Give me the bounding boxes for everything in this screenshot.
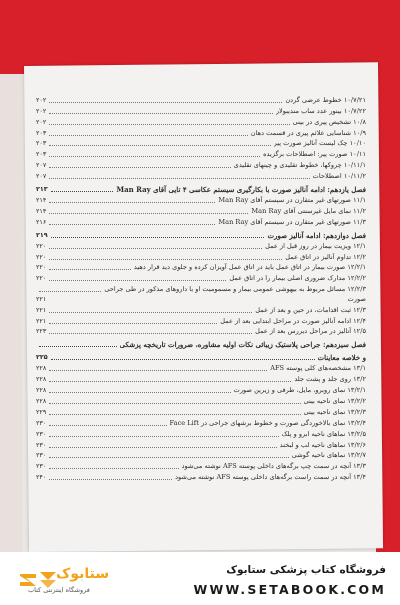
toc-entry-label: ۱۱/۳ صورتهای غير متقارن در سيستم آقای Man Ray — [218, 217, 366, 226]
toc-dot-leader — [49, 269, 131, 270]
toc-row — [36, 262, 366, 273]
toc-row — [36, 384, 366, 395]
toc-row — [36, 417, 366, 428]
toc-entry-label: ۱۰/۹ شناسایی علائم پيری در قسمت دهان — [250, 128, 366, 137]
toc-dot-leader — [49, 224, 215, 225]
toc-row — [36, 148, 366, 159]
toc-dot-leader — [49, 280, 226, 281]
toc-row — [36, 395, 366, 406]
toc-entry-label: ۱۲/۲/۱ صورت بيمار در اتاق عمل بايد در اتاق عمل آويزان کرده و جلوی ديد قرار دهيد — [133, 263, 366, 272]
toc-dot-leader — [49, 156, 260, 157]
toc-entry-label: ۱۰/۷/۲۱ خطوط عرضی گردن — [285, 95, 366, 104]
toc-page-number: ۲۲۵ — [36, 353, 48, 362]
toc-entry-label: ۱۱/۲ نمای مايل غيرسنتی آقای Man Ray — [251, 206, 366, 215]
toc-dot-leader — [49, 312, 252, 313]
toc-dot-leader — [49, 167, 230, 168]
toc-row — [36, 105, 366, 116]
toc-row — [36, 450, 366, 461]
toc-dot-leader — [49, 436, 278, 437]
toc-page-number: ۲۰۲ — [36, 95, 47, 104]
toc-row — [36, 471, 366, 482]
toc-page-number: ۲۰۷ — [36, 172, 47, 181]
toc-entry-label: فصل سيزدهم: جراحی پلاستيک زيبائی نكات اوليه مشاوره، ضرورات تاريخچه پزشكی — [119, 340, 366, 350]
toc-page-number: ۲۱۴ — [36, 196, 47, 205]
toc-row — [36, 304, 366, 315]
toc-row — [36, 406, 366, 417]
toc-page-number: ۲۳۰ — [36, 451, 47, 460]
toc-page-number: ۲۰۲ — [36, 117, 47, 126]
toc-dot-leader — [49, 370, 267, 371]
toc-dot-leader — [49, 403, 300, 404]
toc-row — [36, 460, 366, 471]
toc-dot-leader — [49, 113, 273, 114]
toc-row — [36, 216, 366, 227]
toc-chapter-row — [36, 227, 366, 240]
toc-entry-label: ۱۰/۱۱/۲ اصطلاحات — [312, 172, 366, 181]
toc-dot-leader — [49, 323, 217, 324]
toc-row — [36, 326, 366, 337]
toc-page-number: ۲۱۳ — [36, 185, 48, 194]
toc-page-number: ۲۲۸ — [36, 364, 47, 373]
toc-entry-label: ۱۰/۷/۲۲ بینور عدد ساب منديبولار — [275, 106, 366, 115]
toc-page-number: ۲۲۰ — [36, 252, 47, 261]
toc-entry-label: ۱۲/۳ ثبت اقدامات، در حين و بعد از عمل — [255, 305, 366, 314]
toc-entry-label: صورت — [347, 294, 366, 303]
toc-entry-label: ۱۳/۲ روی جلد و پشت جلد — [294, 375, 366, 384]
toc-row — [36, 138, 366, 149]
toc-entry-label: فصل دوازدهم: ادامه آناليز صورت — [267, 230, 366, 240]
toc-dot-leader — [49, 202, 215, 203]
toc-row — [36, 251, 366, 262]
toc-page-number: ۲۲۸ — [36, 375, 47, 384]
toc-entry-label: ۱۳/۲/۶ نماهای ناحيه لب و لبخند — [279, 440, 366, 449]
toc-entry-label: و خلاصه معاينات — [317, 353, 366, 363]
toc-row — [36, 283, 366, 294]
toc-dot-leader — [51, 359, 315, 360]
toc-entry-label: ۱۰/۸ تشخيص پيری در بینی — [292, 117, 366, 126]
toc-entry-label: ۱۲/۱ ويزيت بيمار در روز قبل از عمل — [265, 241, 366, 250]
toc-dot-leader — [49, 135, 247, 136]
toc-dot-leader — [49, 381, 291, 382]
book-spine-shadow — [0, 74, 22, 552]
toc-page-number: ۲۱۴ — [36, 206, 47, 215]
toc-entry-label: ۱۲/۵ آناليز در مراحل ديررس بعد از عمل — [255, 327, 366, 336]
toc-page-number: ۲۲۱ — [36, 294, 47, 303]
toc-page-number: ۲۰۳ — [36, 139, 47, 148]
table-of-contents — [36, 94, 366, 482]
toc-row — [36, 294, 366, 304]
toc-page-number: ۲۴۰ — [36, 473, 47, 482]
toc-page-number: ۲۲۱ — [36, 305, 47, 314]
toc-dot-leader — [49, 213, 248, 214]
toc-page-number: ۲۲۰ — [36, 263, 47, 272]
toc-row — [36, 439, 366, 450]
toc-dot-leader — [39, 346, 117, 347]
toc-entry-label: ۱۰/۱۱ صورت پير: اصطلاحات برگزيده — [263, 150, 366, 159]
toc-dot-leader — [49, 333, 252, 334]
toc-entry-label: ۱۳/۳ آنچه در سمت چپ برگه‌های داخلی پوسته AFS نوشته می‌شود — [181, 462, 366, 471]
toc-row — [36, 194, 366, 205]
toc-page-number: ۲۱۹ — [36, 230, 48, 239]
toc-entry-label: ۱۳/۲/۷ نماهای ناحيه گوشی — [291, 451, 366, 460]
toc-entry-label: ۱۳/۲/۵ نماهای ناحيه ابرو و پلک — [281, 429, 366, 438]
toc-entry-label: ۱۰/۱۱/۱ چروکها، خطوط تقلیدی و چينهای تقلیدی — [233, 161, 366, 170]
toc-entry-label: ۱۳/۲/۴ نمای بالاخوردگی صورت و خطوط برشهای جراحی در Face Lift — [169, 418, 366, 427]
toc-dot-leader — [49, 124, 289, 125]
toc-row — [36, 315, 366, 326]
toc-entry-label: ۱۲/۲/۲ مدارک ضروری اصلی بيمار را در اتاق عمل — [229, 274, 366, 283]
toc-entry-label: ۱۳/۲/۳ نمای ناحيه بينی — [303, 407, 366, 416]
toc-row — [36, 240, 366, 251]
toc-dot-leader — [49, 447, 276, 448]
toc-dot-leader — [49, 178, 309, 179]
toc-chapter-row — [36, 336, 366, 349]
toc-page-number: ۲۲۸ — [36, 386, 47, 395]
toc-page-number: ۲۰۲ — [36, 106, 47, 115]
toc-dot-leader — [49, 457, 288, 458]
toc-page-number: ۲۲۸ — [36, 396, 47, 405]
toc-page-number: ۲۲۳ — [36, 327, 47, 336]
toc-dot-leader — [49, 425, 166, 426]
toc-page-number: ۲۰۳ — [36, 150, 47, 159]
toc-entry-label: ۱۳/۲/۱ نمای روبرو، مايل، طرفی و زيرين صورت — [233, 386, 366, 395]
toc-dot-leader — [49, 145, 270, 146]
toc-row — [36, 205, 366, 216]
toc-entry-label: فصل یازدهم: ادامه آنالیز صورت با بكارگيری سيستم عكاسی ۴ تايی آقای Man Ray — [116, 185, 366, 195]
toc-row — [36, 170, 366, 181]
toc-page-number: ۲۲۰ — [36, 274, 47, 283]
toc-page-number: ۲۳۰ — [36, 440, 47, 449]
toc-chapter-row — [36, 181, 366, 194]
toc-row — [36, 127, 366, 138]
toc-page-number: ۲۰۷ — [36, 161, 47, 170]
toc-entry-label: ۱۲/۲/۳ مسائل مربوط به بيهوشی عمومی بيمار و مسموميت او با داروهای مذکور در طی جراحی — [104, 285, 366, 294]
toc-dot-leader — [49, 259, 282, 260]
toc-dot-leader — [49, 414, 300, 415]
toc-entry-label: ۱۲/۴ ادامه آناليز صورت در مراحل ابتدايی بعد از عمل — [220, 316, 366, 325]
toc-dot-leader — [51, 191, 114, 192]
toc-dot-leader — [49, 468, 178, 469]
toc-dot-leader — [49, 102, 282, 103]
toc-entry-label: ۱۰/۱۰ چک ليست آنالیز صورت پير — [273, 139, 366, 148]
toc-entry-label: ۱۳/۴ آنچه در سمت راست برگه‌های داخلی پوسته AFS نوشته می‌شود — [175, 473, 366, 482]
store-name: فروشگاه کتاب پزشکی ستابوک — [226, 564, 386, 576]
logo-text: ستابوک — [56, 566, 110, 582]
toc-row — [36, 116, 366, 127]
toc-page-number: ۲۳۰ — [36, 462, 47, 471]
toc-dot-leader — [39, 291, 101, 292]
toc-page-number: ۲۲۱ — [36, 316, 47, 325]
toc-dot-leader — [51, 237, 265, 238]
toc-row — [36, 272, 366, 283]
toc-page-number: ۲۲۰ — [36, 241, 47, 250]
toc-entry-label: ۱۳/۲/۲ نمای ناحيه بينی — [303, 396, 366, 405]
toc-page-number: ۲۲۹ — [36, 407, 47, 416]
toc-entry-label: ۱۲/۲ تداوم آناليز در اتاق عمل — [285, 252, 366, 261]
toc-row — [36, 362, 366, 373]
store-url-link[interactable]: WWW.SETABOOK.COM — [193, 582, 386, 597]
logo-subtitle: فروشگاه اینترنتی کتاب — [28, 586, 90, 594]
toc-page-number: ۲۳۰ — [36, 418, 47, 427]
toc-dot-leader — [49, 479, 172, 480]
toc-dot-leader — [49, 392, 230, 393]
toc-row — [36, 159, 366, 170]
toc-page-number: ۲۰۳ — [36, 128, 47, 137]
toc-row — [36, 373, 366, 384]
toc-dot-leader — [49, 248, 262, 249]
toc-chapter-row — [36, 349, 366, 362]
toc-row — [36, 94, 366, 105]
toc-row — [36, 428, 366, 439]
toc-entry-label: ۱۱/۱ صورتهای غير متقارن در سيستم آقای Man Ray — [218, 196, 366, 205]
toc-entry-label: ۱۳/۱ مشخصه‌های كلی پوسته AFS — [270, 364, 366, 373]
toc-page-number: ۲۳۰ — [36, 429, 47, 438]
toc-page-number: ۲۱۶ — [36, 217, 47, 226]
